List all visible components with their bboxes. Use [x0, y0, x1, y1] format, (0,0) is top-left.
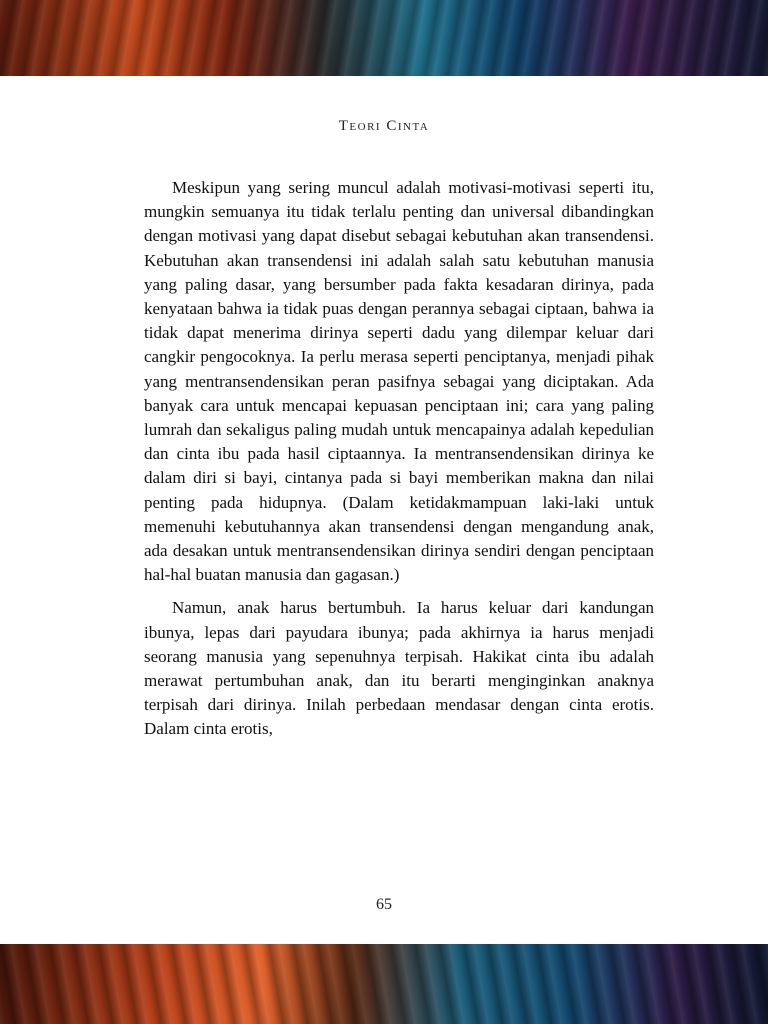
body-text	[144, 176, 654, 751]
paragraph-1: Meskipun yang sering muncul adalah motivasi-motivasi seperti itu, mungkin semuanya itu tidak terlalu penting dan universal dibandingkan dengan motivasi yang dapat disebut sebagai kebutuhan akan transendensi. Kebutuhan akan transendensi ini adalah salah satu kebutuhan manusia yang paling dasar, yang bersumber pada fakta kesadaran dirinya, pada kenyataan bahwa ia tidak puas dengan perannya sebagai ciptaan, bahwa ia tidak dapat menerima dirinya seperti dadu yang dilempar keluar dari cangkir pengocoknya. Ia perlu merasa seperti penciptanya, menjadi pihak yang mentransendensikan peran pasifnya sebagai yang diciptakan. Ada banyak cara untuk mencapai kepuasan penciptaan ini; cara yang paling lumrah dan sekaligus paling mudah untuk mencapainya adalah kepedulian dan cinta ibu pada hasil ciptaannya. Ia mentransendensikan dirinya ke dalam diri si bayi, cintanya pada si bayi memberikan makna dan nilai penting pada hidupnya. (Dalam ketidakmampuan laki-laki untuk memenuhi kebutuhannya akan transendensi dengan mengandung anak, ada desakan untuk mentransendensikan dirinya sendiri dengan penciptaan hal-hal buatan manusia dan gagasan.)	[144, 178, 654, 585]
running-head: Teori Cinta	[338, 118, 430, 134]
page-number: 65	[376, 896, 392, 913]
book-page	[0, 76, 768, 944]
bottom-decorative-band	[0, 944, 768, 1024]
paragraph-2: Namun, anak harus bertumbuh. Ia harus keluar dari kandungan ibunya, lepas dari payudara ibunya; pada akhirnya ia harus menjadi seorang manusia yang sepenuhnya terpisah. Hakikat cinta ibu adalah merawat pertumbuhan anak, dan itu berarti menginginkan anaknya terpisah dari dirinya. Inilah perbedaan mendasar dengan cinta erotis. Dalam cinta erotis,	[144, 598, 654, 739]
top-decorative-band	[0, 0, 768, 76]
